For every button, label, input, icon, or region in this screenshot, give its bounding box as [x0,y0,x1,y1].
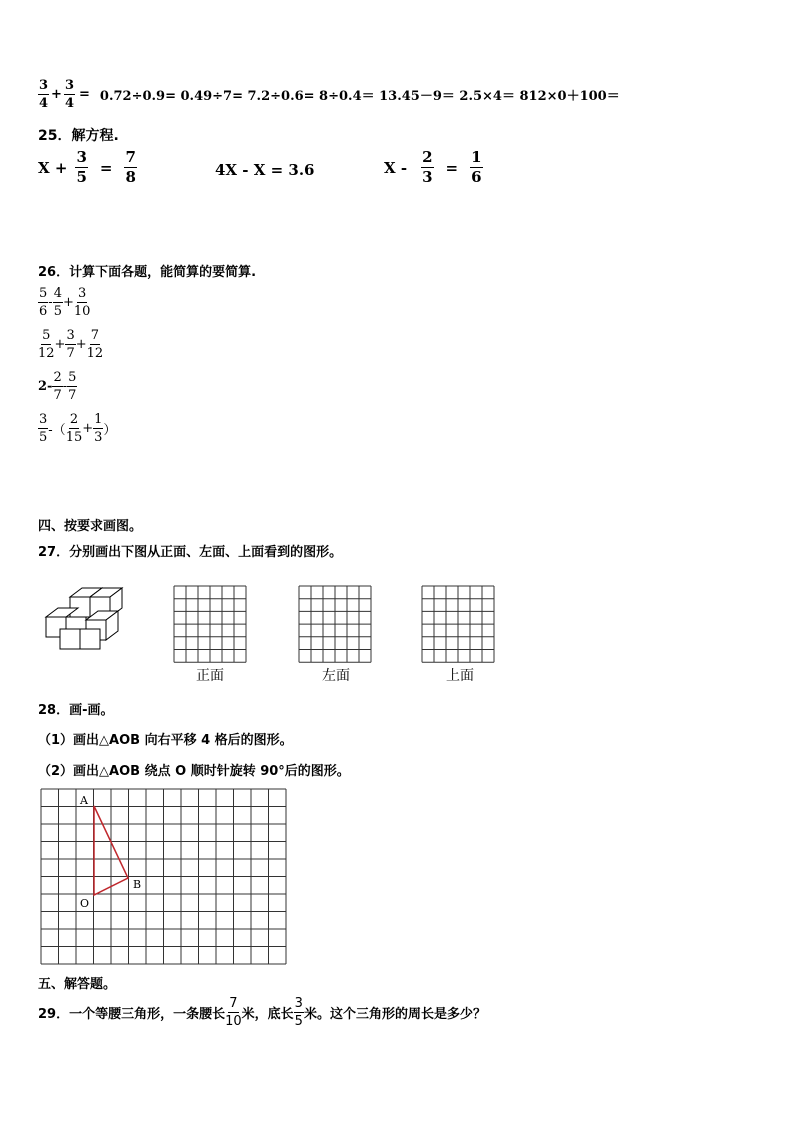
question-29: 29．一个等腰三角形，一条腰长 $\frac{7}{10}$ 米，底长 $\frac{3}{5}$ 米。这个三角形的周长是多少？ [38,996,486,1029]
fraction: $\frac{1}{6}$ [471,148,482,186]
fraction: $\frac{7}{10}$ [225,996,242,1029]
question-25-title: 25．解方程. [38,128,119,144]
calc-items: 0.72÷0.9= 0.49÷7= 7.2÷0.6= 8÷0.4＝ 13.45－9＝ 2.5×4＝ 812×0＋100＝ [99,89,620,104]
fraction: $\frac{3}{4}$ [39,78,49,111]
expression-4: $\frac{3}{5}$ -（ $\frac{2}{15}$ + $\frac{1}{3}$ ） [39,412,117,445]
point-a-label: A [80,794,88,807]
fraction: $\frac{3}{4}$ [64,78,74,111]
equation-1: X + $\frac{3}{5}$ = $\frac{7}{8}$ [38,148,136,186]
equation-2: 4X - X = 3.6 [215,161,315,179]
question-28-part-1: （1）画出△AOB 向右平移 4 格后的图形。 [38,733,293,748]
question-26-title: 26．计算下面各题，能简算的要简算. [38,265,257,280]
front-view-label: 正面 [196,668,224,684]
cube-stack-figure [40,585,130,655]
top-view-label: 上面 [446,668,474,684]
question-28-title: 28．画-画。 [38,703,114,718]
top-view-grid [420,585,496,665]
section-4-heading: 四、按要求画图。 [38,519,143,534]
fraction: $\frac{3}{5}$ [294,996,303,1029]
front-view-grid [172,585,248,665]
fraction: $\frac{2}{3}$ [422,148,433,186]
left-view-label: 左面 [322,668,350,684]
fraction: $\frac{7}{8}$ [125,148,136,186]
expression-2: $\frac{5}{12}$ + $\frac{3}{7}$ + $\frac{7}{12}$ [38,328,104,361]
question-28-part-2: （2）画出△AOB 绕点 O 顺时针旋转 90°后的图形。 [38,764,350,779]
triangle-grid [40,788,288,966]
expression-3: 2- $\frac{2}{7}$ - $\frac{5}{7}$ [38,370,77,403]
equation-3: X - $\frac{2}{3}$ = $\frac{1}{6}$ [384,148,482,186]
point-o-label: O [80,897,90,910]
section-5-heading: 五、解答题。 [38,977,117,992]
question-27-title: 27．分别画出下图从正面、左面、上面看到的图形。 [38,545,343,560]
left-view-grid [297,585,373,665]
expression-1: $\frac{5}{6}$ - $\frac{4}{5}$ + $\frac{3}{10}$ [39,286,91,319]
calc-line-24: $\frac{3}{4}$ + $\frac{3}{4}$ = 0.72÷0.9= 0.49÷7= 7.2÷0.6= 8÷0.4＝ 13.45－9＝ 2.5×4＝ 812×0＋100＝ [39,78,620,111]
point-b-label: B [133,878,142,891]
fraction: $\frac{3}{5}$ [76,148,87,186]
